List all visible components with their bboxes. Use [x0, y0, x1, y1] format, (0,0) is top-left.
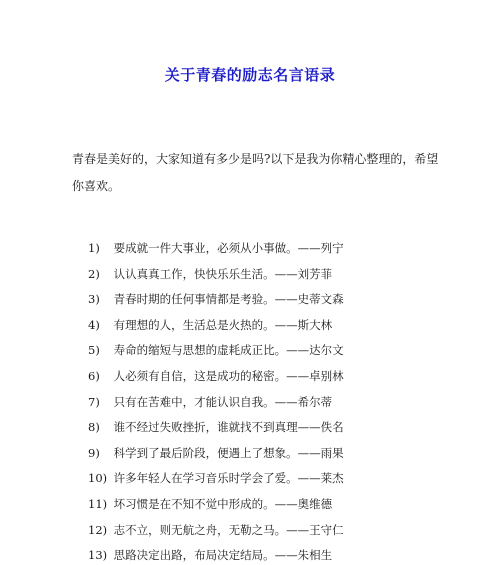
quote-item	[88, 262, 344, 288]
quote-text: 志不立，则无航之舟，无勒之马。——王守仁	[113, 522, 344, 537]
quote-number: 10)	[88, 471, 108, 486]
quote-number: 3)	[88, 292, 100, 307]
quote-item	[88, 441, 344, 467]
quote-number: 6)	[88, 368, 100, 383]
quote-item	[88, 236, 344, 262]
quote-item	[88, 543, 344, 565]
quote-item	[88, 390, 344, 416]
intro-paragraph	[72, 146, 439, 200]
quote-item	[88, 338, 344, 364]
quote-text: 谁不经过失败挫折，谁就找不到真理——佚名	[113, 420, 344, 435]
intro-line-2: 你喜欢。	[72, 179, 121, 193]
intro-line-1: 青春是美好的，大家知道有多少是吗?以下是我为你精心整理的，希望	[72, 152, 439, 166]
document-title: 关于青春的励志名言语录	[164, 66, 336, 84]
quote-number: 9)	[88, 445, 100, 460]
quote-item	[88, 287, 344, 313]
quote-item	[88, 466, 344, 492]
quote-number: 7)	[88, 394, 100, 409]
quote-text: 坏习惯是在不知不觉中形成的。——奥维德	[113, 496, 333, 511]
quote-item	[88, 518, 344, 544]
quote-item	[88, 415, 344, 441]
quote-number: 5)	[88, 343, 100, 358]
quote-text: 认认真真工作，快快乐乐生活。——刘芳菲	[113, 266, 333, 281]
quote-text: 科学到了最后阶段，便遇上了想象。——雨果	[113, 445, 344, 460]
quote-number: 12)	[88, 522, 108, 537]
quote-number: 4)	[88, 317, 100, 332]
quote-text: 有理想的人，生活总是火热的。——斯大林	[113, 317, 333, 332]
quote-item	[88, 364, 344, 390]
quote-text: 寿命的缩短与思想的虚耗成正比。——达尔文	[113, 343, 344, 358]
quote-text: 只有在苦难中，才能认识自我。——希尔蒂	[113, 394, 333, 409]
quote-text: 要成就一件大事业，必须从小事做。——列宁	[113, 241, 344, 255]
quote-text: 青春时期的任何事情都是考验。——史蒂文森	[113, 292, 344, 307]
quote-number: 8)	[88, 420, 100, 435]
quote-text: 思路决定出路，布局决定结局。——朱相生	[113, 548, 333, 563]
quote-list	[88, 236, 344, 565]
quote-number: 11)	[88, 496, 108, 511]
quote-number: 1)	[88, 241, 100, 255]
quote-number: 2)	[88, 266, 100, 281]
quote-item	[88, 313, 344, 339]
quote-text: 许多年轻人在学习音乐时学会了爱。——莱杰	[113, 471, 344, 486]
quote-number: 13)	[88, 548, 108, 563]
quote-text: 人必须有自信，这是成功的秘密。——卓别林	[113, 368, 344, 383]
quote-item	[88, 492, 344, 518]
